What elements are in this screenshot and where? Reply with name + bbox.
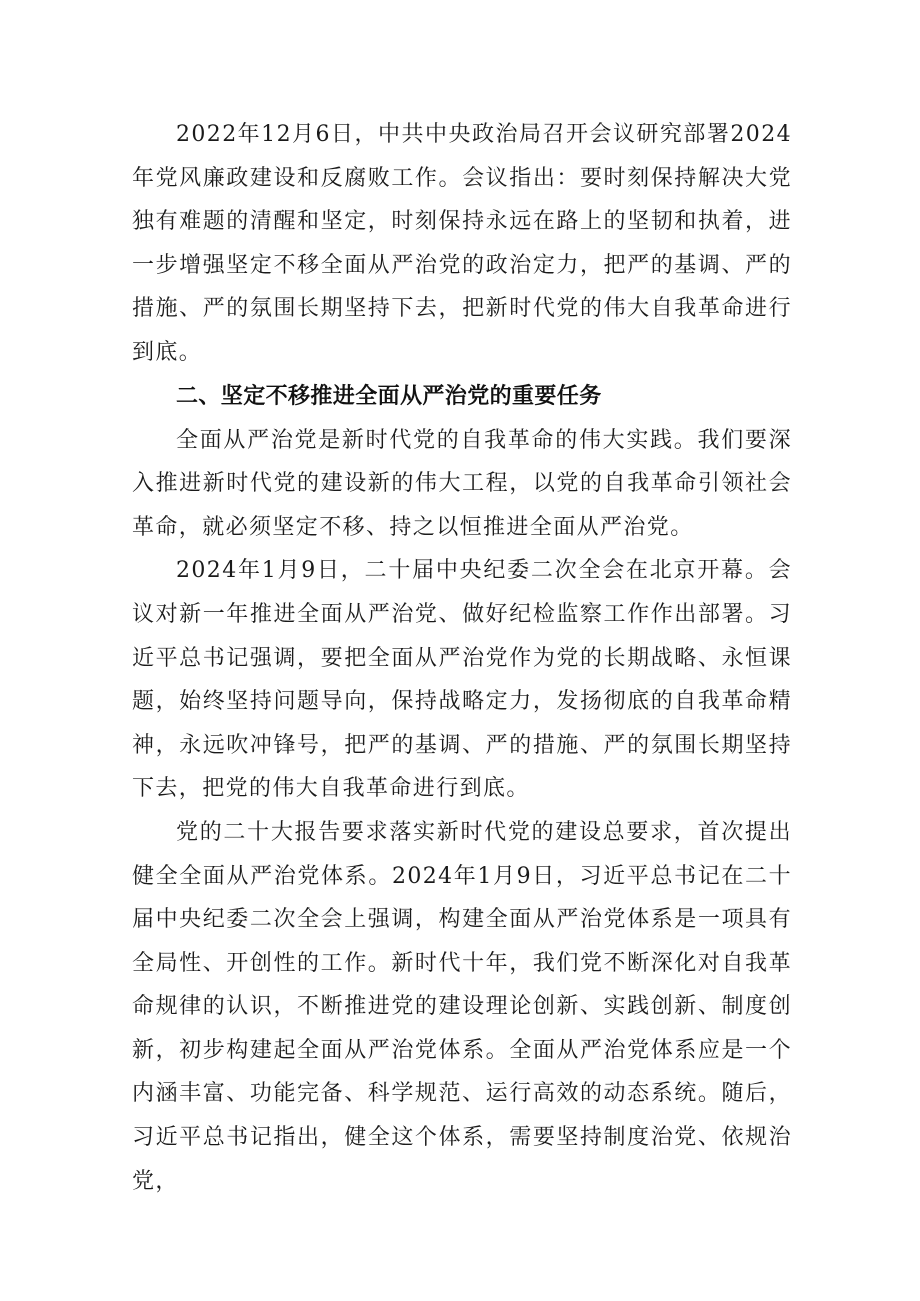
document-body bbox=[132, 113, 792, 1203]
paragraph-plenary-2024: 2024年1月9日，二十届中央纪委二次全会在北京开幕。会议对新一年推进全面从严治党、做好纪检监察工作作出部署。习近平总书记强调，要把全面从严治党作为党的长期战略、永恒课题，始终坚持问题导向，保持战略定力，发扬彻底的自我革命精神，永远吹冲锋号，把严的基调、严的措施、严的氛围长期坚持下去，把党的伟大自我革命进行到底。 bbox=[132, 558, 792, 802]
paragraph-self-revolution: 全面从严治党是新时代党的自我革命的伟大实践。我们要深入推进新时代党的建设新的伟大工程，以党的自我革命引领社会革命，就必须坚定不移、持之以恒推进全面从严治党。 bbox=[132, 427, 792, 540]
paragraph-governance-system: 党的二十大报告要求落实新时代党的建设总要求，首次提出健全全面从严治党体系。2024年1月9日，习近平总书记在二十届中央纪委二次全会上强调，构建全面从严治党体系是一项具有全局性、开创性的工作。新时代十年，我们党不断深化对自我革命规律的认识，不断推进党的建设理论创新、实践创新、制度创新，初步构建起全面从严治党体系。全面从严治党体系应是一个内涵丰富、功能完备、科学规范、运行高效的动态系统。随后，习近平总书记指出，健全这个体系，需要坚持制度治党、依规治党， bbox=[132, 819, 792, 1194]
paragraph-meeting-2022: 2022年12月6日，中共中央政治局召开会议研究部署2024年党风廉政建设和反腐败工作。会议指出：要时刻保持解决大党独有难题的清醒和坚定，时刻保持永远在路上的坚韧和执着，进一步增强坚定不移全面从严治党的政治定力，把严的基调、严的措施、严的氛围长期坚持下去，把新时代党的伟大自我革命进行到底。 bbox=[132, 122, 792, 365]
section-heading: 二、坚定不移推进全面从严治党的重要任务 bbox=[176, 383, 602, 409]
